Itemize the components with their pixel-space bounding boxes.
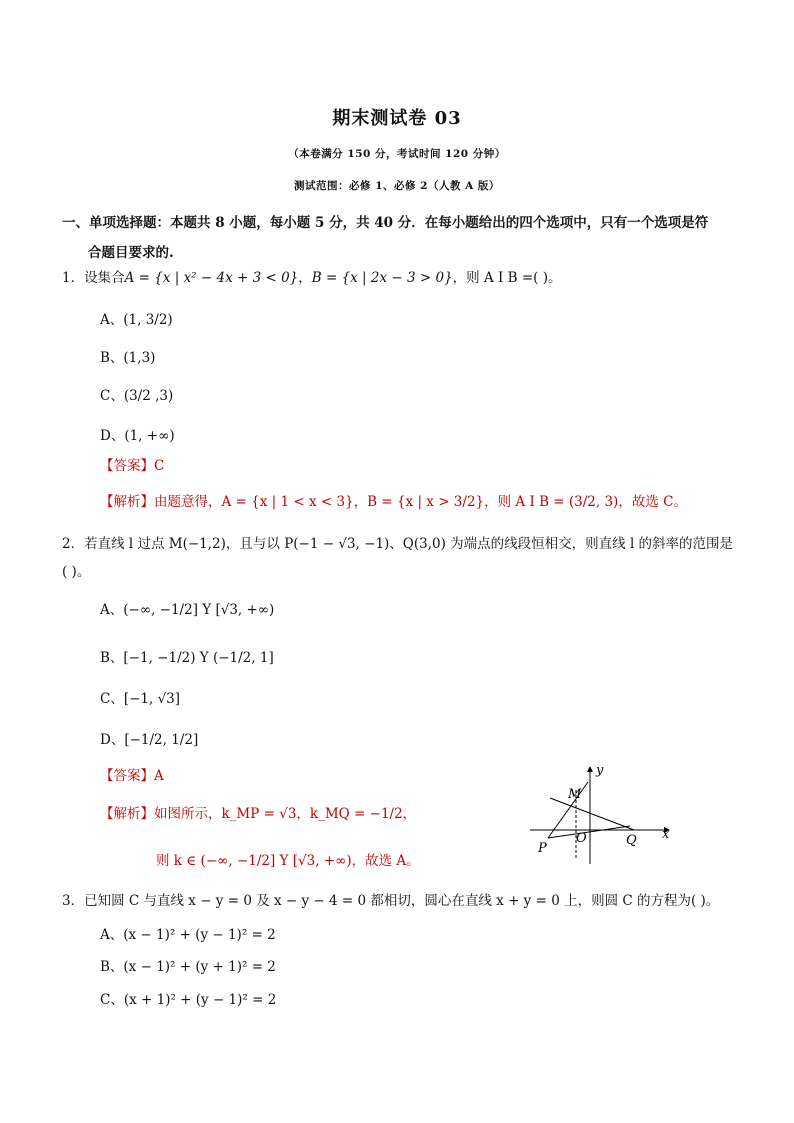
y-label: y [596,763,604,778]
question-1-option-b: B、(1,3) [100,350,156,366]
answer-label: 【答案】 [100,458,154,474]
line-mq [550,798,634,830]
question-1-option-d: D、(1, +∞) [100,428,175,444]
point-q-label: Q [626,833,637,848]
question-1 [62,266,561,286]
question-1-answer [100,454,164,474]
y-axis-arrow [587,766,593,772]
question-1-analysis [100,490,687,510]
question-2-line-2: ( )。 [62,564,91,580]
analysis-text: 由题意得，A = {x | 1 < x < 3}，B = {x | x > 3/2}，则 A I B = (3/2, 3)，故选 C。 [154,494,687,510]
point-m-label: M [568,787,582,802]
question-2-option-c: C、[−1, √3] [100,691,181,707]
answer-label: 【答案】 [100,768,154,784]
question-2-analysis-line-2: 则 k ∈ (−∞, −1/2] Y [√3, +∞)，故选 A。 [156,853,420,869]
question-1-suffix: ，则 A I B =( )。 [452,270,562,286]
answer-value: C [154,458,165,474]
question-3-option-c: C、(x + 1)² + (y − 1)² = 2 [100,992,277,1008]
exam-info: （本卷满分 150 分，考试时间 120 分钟） [288,148,506,160]
question-1-option-a: A、(1, 3/2) [100,312,173,328]
question-1-set-b: B = {x | 2x − 3 > 0} [311,270,453,286]
origin-label: O [576,831,587,846]
question-1-option-c: C、(3/2 ,3) [100,388,174,404]
page-title: 期末测试卷 03 [332,108,462,129]
question-2-figure [528,762,676,866]
point-p-label: P [538,841,547,856]
question-1-prefix: 1．设集合 [62,270,125,286]
analysis-text-1: 如图所示，k_MP = √3，k_MQ = −1/2， [154,806,417,822]
question-2-option-a: A、(−∞, −1/2] Y [√3, +∞) [100,602,275,618]
analysis-label: 【解析】 [100,494,154,510]
section-heading-line-2: 合题目要求的. [88,245,174,261]
question-3-option-b: B、(x − 1)² + (y + 1)² = 2 [100,959,276,975]
question-2-analysis [100,802,416,822]
exam-scope: 测试范围：必修 1、必修 2（人教 A 版） [294,180,500,192]
section-heading [62,208,730,268]
question-1-set-a: A = {x | x² − 4x + 3 < 0} [124,270,299,286]
section-heading-line-1: 一、单项选择题：本题共 8 小题，每小题 5 分，共 40 分．在每小题给出的四个选项中，只有一个选项是符 [62,215,709,231]
x-label: x [662,827,670,842]
question-2-option-d: D、[−1/2, 1/2] [100,732,199,748]
question-3-option-a: A、(x − 1)² + (y − 1)² = 2 [100,927,276,943]
question-3: 3．已知圆 C 与直线 x − y = 0 及 x − y − 4 = 0 都相切，圆心在直线 x + y = 0 上，则圆 C 的方程为( )。 [62,893,720,909]
analysis-label: 【解析】 [100,806,154,822]
segment-pq [548,826,630,838]
question-1-comma: ， [298,270,312,286]
question-2-option-b: B、[−1, −1/2) Y (−1/2, 1] [100,650,274,666]
question-2: 2．若直线 l 过点 M(−1,2)，且与以 P(−1 − √3, −1)、Q(3,0) 为端点的线段恒相交，则直线 l 的斜率的范围是 [62,536,734,552]
question-2-answer [100,764,164,784]
answer-value: A [154,768,164,784]
